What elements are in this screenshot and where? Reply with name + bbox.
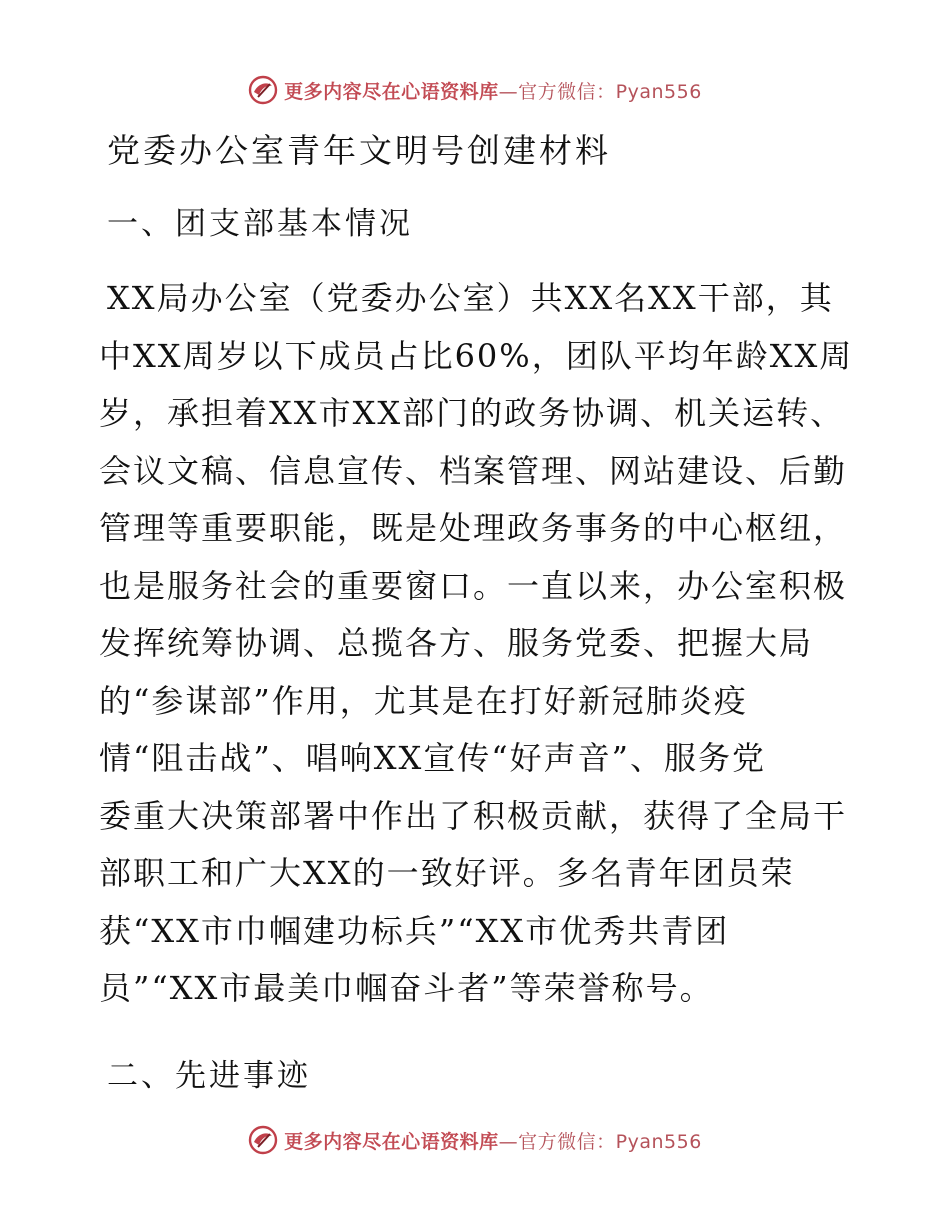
- paragraph-line: 的“参谋部”作用，尤其是在打好新冠肺炎疫: [99, 681, 748, 720]
- banner-contact: 官方微信：Pyan556: [518, 1130, 702, 1153]
- section-heading-basic-info: 一、团支部基本情况: [107, 206, 413, 242]
- paragraph-line: 发挥统筹协调、总揽各方、服务党委、把握大局: [99, 624, 814, 662]
- paragraph-line: 情“阻击战”、唱响XX宣传“好声音”、服务党: [99, 739, 767, 777]
- banner-contact: 官方微信：Pyan556: [518, 80, 702, 103]
- banner-dash: —: [498, 1130, 519, 1153]
- banner-dash: —: [498, 80, 519, 103]
- paragraph-line: 获“XX市巾帼建功标兵”“XX市优秀共青团: [99, 911, 730, 950]
- paragraph-line: 岁，承担着XX市XX部门的政务协调、机关运转、: [99, 394, 845, 432]
- paragraph-line: 中XX周岁以下成员占比60%，团队平均年龄XX周: [99, 336, 854, 375]
- section-heading-achievements: 二、先进事迹: [107, 1058, 311, 1094]
- paragraph-line: 员”“XX市最美巾帼奋斗者”等荣誉称号。: [99, 969, 714, 1007]
- banner-title: 更多内容尽在心语资料库: [284, 1130, 499, 1153]
- paragraph-line: 也是服务社会的重要窗口。一直以来，办公室积极: [99, 566, 848, 605]
- paragraph-line: 管理等重要职能，既是处理政务事务的中心枢纽，: [99, 509, 848, 547]
- footer-watermark: [0, 1120, 950, 1160]
- paragraph-line: 委重大决策部署中作出了积极贡献，获得了全局干: [99, 796, 848, 835]
- header-watermark: [0, 70, 950, 110]
- paragraph-line: 部职工和广大XX的一致好评。多名青年团员荣: [99, 854, 795, 892]
- document-title: 党委办公室青年文明号创建材料: [107, 131, 611, 170]
- paragraph-line: XX局办公室（党委办公室）共XX名XX干部，其: [107, 279, 834, 317]
- section-paragraph: [99, 270, 859, 1018]
- brand-logo-icon: [248, 75, 278, 105]
- brand-logo-icon: [248, 1125, 278, 1155]
- paragraph-line: 会议文稿、信息宣传、档案管理、网站建设、后勤: [99, 451, 848, 490]
- banner-title: 更多内容尽在心语资料库: [284, 80, 499, 103]
